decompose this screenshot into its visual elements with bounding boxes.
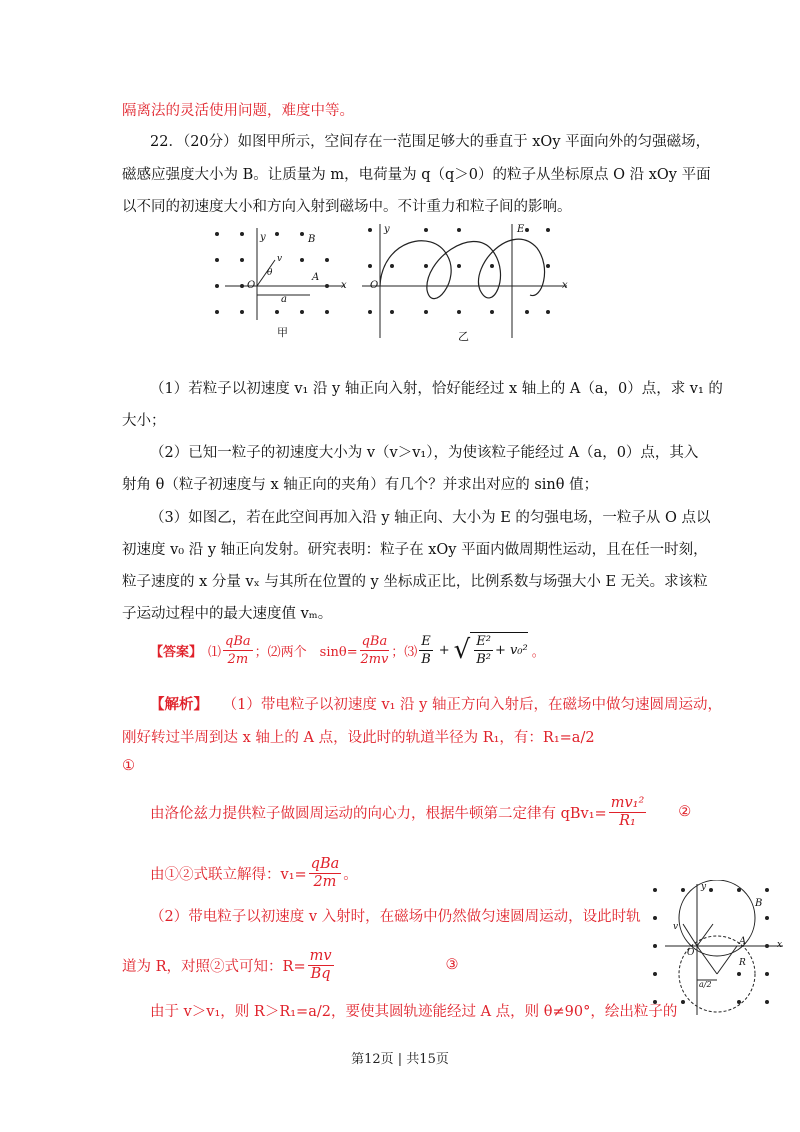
analysis-line-5: （2）带电粒子以初速度 v 入射时，在磁场中仍然做匀速圆周运动，设此时轨 bbox=[150, 909, 641, 925]
answer-sep-1: ；⑵两个 sinθ= bbox=[254, 644, 358, 660]
sqrt-icon: √ bbox=[453, 635, 471, 665]
analysis-circle-1: ① bbox=[122, 758, 135, 774]
fig-side-v: v bbox=[673, 922, 679, 932]
answer-row bbox=[150, 630, 545, 670]
answer-frac-2-den: 2mv bbox=[360, 651, 389, 667]
analysis-line-3 bbox=[150, 792, 691, 832]
q2-line-2: 射角 θ（粒子初速度与 x 轴正向的夹角）有几个？并求出对应的 sinθ 值； bbox=[122, 477, 599, 493]
fig-side-O: O bbox=[687, 948, 695, 958]
fig-jia-a: a bbox=[281, 294, 287, 305]
figure-jia bbox=[205, 220, 355, 340]
figure-jia-svg bbox=[205, 220, 355, 340]
answer-frac-3-num: E bbox=[421, 633, 431, 649]
analysis-line-6 bbox=[122, 945, 459, 985]
answer-part1-marker: ⑴ bbox=[208, 644, 222, 660]
fig-jia-A: A bbox=[312, 272, 320, 283]
answer-frac-3 bbox=[419, 633, 433, 668]
fig-jia-v: v bbox=[277, 254, 283, 264]
q1-line-1: （1）若粒子以初速度 v₁ 沿 y 轴正向入射，恰好能经过 x 轴上的 A（a，0）点，求 v₁ 的 bbox=[150, 381, 723, 397]
fig-side-R: R bbox=[739, 958, 746, 968]
fig-yi-caption: 乙 bbox=[458, 330, 469, 343]
q1-line-2: 大小； bbox=[122, 413, 166, 429]
answer-end: 。 bbox=[531, 644, 545, 660]
fig-yi-y: y bbox=[384, 224, 390, 235]
answer-sep-2: ；⑶ bbox=[391, 644, 418, 660]
fig-side-y: y bbox=[701, 882, 707, 892]
answer-sqrt-body bbox=[470, 632, 528, 668]
analysis-frac-3 bbox=[609, 795, 647, 830]
answer-frac-3-den: B bbox=[421, 651, 431, 667]
figure-yi bbox=[362, 220, 572, 345]
fig-side-x: x bbox=[777, 940, 783, 950]
analysis-frac-6-num: mv bbox=[309, 947, 332, 964]
answer-frac-1-num: qBa bbox=[225, 633, 251, 649]
analysis-text-4-end: 。 bbox=[343, 866, 358, 883]
answer-frac-2 bbox=[360, 633, 390, 668]
q3-line-1: （3）如图乙，若在此空间再加入沿 y 轴正向、大小为 E 的匀强电场，一粒子从 O 点以 bbox=[150, 510, 711, 526]
fig-jia-O: O bbox=[247, 280, 256, 291]
carryover-text: 隔离法的灵活使用问题，难度中等。 bbox=[122, 103, 354, 119]
analysis-frac-4-den: 2m bbox=[313, 873, 337, 890]
analysis-frac-4 bbox=[309, 856, 342, 891]
fig-yi-O: O bbox=[370, 280, 379, 291]
fig-side-a2: a/2 bbox=[699, 980, 712, 989]
analysis-line-4 bbox=[150, 853, 358, 893]
figure-side bbox=[645, 880, 785, 1020]
answer-sqrt-den: B² bbox=[476, 652, 491, 667]
answer-frac-1 bbox=[223, 633, 253, 668]
answer-sqrt-tail: + v₀² bbox=[494, 643, 528, 658]
analysis-circle-2: ② bbox=[678, 804, 692, 820]
answer-sqrt-frac bbox=[474, 633, 493, 668]
fig-jia-B: B bbox=[308, 234, 316, 245]
analysis-circle-3: ③ bbox=[445, 957, 459, 973]
answer-frac-2-num: qBa bbox=[361, 633, 388, 649]
answer-plus: + bbox=[438, 642, 450, 658]
fig-side-B: B bbox=[755, 898, 763, 909]
problem-line-2: 磁感应强度大小为 B。让质量为 m，电荷量为 q（q＞0）的粒子从坐标原点 O 沿 xOy 平面 bbox=[122, 167, 711, 183]
analysis-frac-4-num: qBa bbox=[310, 855, 340, 872]
q3-line-2: 初速度 v₀ 沿 y 轴正向发射。研究表明：粒子在 xOy 平面内做周期性运动，且在任一时刻， bbox=[122, 542, 708, 558]
analysis-text-3: 由洛伦兹力提供粒子做圆周运动的向心力，根据牛顿第二定律有 qBv₁= bbox=[150, 805, 607, 822]
answer-label: 【答案】 bbox=[150, 644, 203, 660]
analysis-line-7: 由于 v＞v₁，则 R＞R₁=a/2，要使其圆轨迹能经过 A 点，则 θ≠90°，绘出粒子的 bbox=[150, 1004, 678, 1020]
analysis-frac-6 bbox=[308, 948, 334, 983]
figure-side-svg bbox=[645, 880, 785, 1020]
q3-line-4: 子运动过程中的最大速度值 vₘ。 bbox=[122, 606, 333, 622]
answer-sqrt-num: E² bbox=[476, 634, 491, 649]
answer-frac-1-den: 2m bbox=[227, 651, 249, 667]
analysis-text-4: 由①②式联立解得：v₁= bbox=[150, 866, 307, 883]
fig-yi-x: x bbox=[562, 280, 568, 291]
fig-jia-theta: θ bbox=[267, 268, 273, 278]
analysis-frac-3-num: mv₁² bbox=[610, 794, 645, 811]
analysis-text-1: （1）带电粒子以初速度 v₁ 沿 y 轴正方向入射后，在磁场中做匀速圆周运动， bbox=[222, 697, 722, 713]
analysis-line-1 bbox=[150, 693, 722, 714]
problem-line-3: 以不同的初速度大小和方向入射到磁场中。不计重力和粒子间的影响。 bbox=[122, 199, 572, 215]
fig-jia-x: x bbox=[341, 280, 347, 291]
figure-yi-svg bbox=[362, 220, 572, 345]
problem-line-1: 22．（20分）如图甲所示，空间存在一范围足够大的垂直于 xOy 平面向外的匀强磁场， bbox=[150, 134, 711, 150]
analysis-line-2: 刚好转过半周到达 x 轴上的 A 点，设此时的轨道半径为 R₁，有：R₁=a/2 bbox=[122, 730, 595, 746]
analysis-text-6: 道为 R，对照②式可知：R= bbox=[122, 958, 306, 975]
fig-jia-caption: 甲 bbox=[277, 326, 288, 339]
fig-yi-E: E bbox=[517, 224, 525, 235]
fig-jia-y: y bbox=[260, 232, 266, 243]
q3-line-3: 粒子速度的 x 分量 vₓ 与其所在位置的 y 坐标成正比，比例系数与场强大小 E 无关。求该粒 bbox=[122, 574, 708, 590]
analysis-label: 【解析】 bbox=[150, 696, 208, 713]
fig-side-A: A bbox=[739, 936, 747, 947]
page-footer: 第12页 | 共15页 bbox=[351, 1052, 449, 1067]
q2-line-1: （2）已知一粒子的初速度大小为 v（v＞v₁），为使该粒子能经过 A（a，0）点，其入 bbox=[150, 445, 699, 461]
analysis-frac-3-den: R₁ bbox=[619, 812, 636, 829]
analysis-frac-6-den: Bq bbox=[310, 965, 331, 982]
